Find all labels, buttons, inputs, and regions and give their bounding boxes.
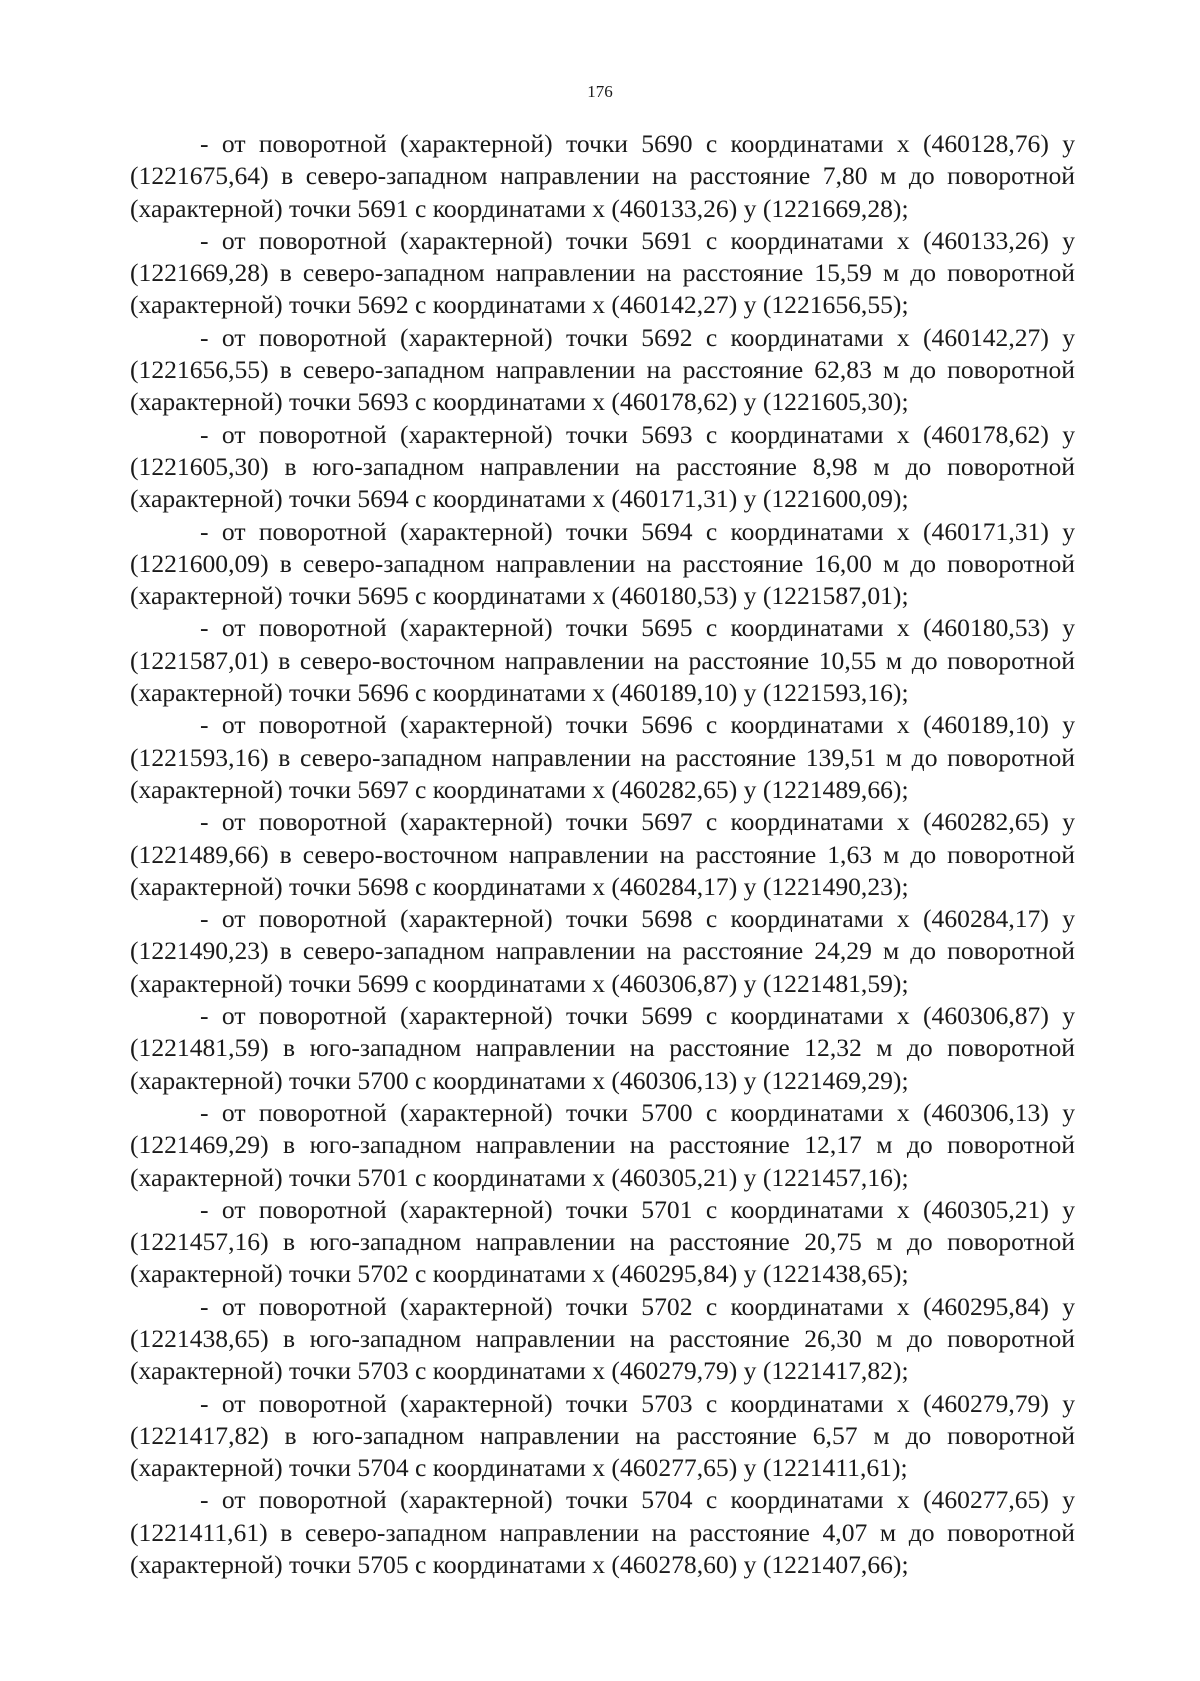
boundary-segment-paragraph: - от поворотной (характерной) точки 5698 с координатами х (460284,17) у (1221490,23) в северо-западном направлении на расстояние 24,29 м до поворотной (характерной) точки 5699 с координатами х (460306,87) у (1221481,59); (130, 904, 1075, 998)
boundary-segment-paragraph: - от поворотной (характерной) точки 5696 с координатами х (460189,10) у (1221593,16) в северо-западном направлении на расстояние 139,51 м до поворотной (характерной) точки 5697 с координатами х (460282,65) у (1221489,66); (130, 710, 1075, 804)
boundary-segment-paragraph: - от поворотной (характерной) точки 5690 с координатами х (460128,76) у (1221675,64) в северо-западном направлении на расстояние 7,80 м до поворотной (характерной) точки 5691 с координатами х (460133,26) у (1221669,28); (130, 129, 1075, 223)
document-body (130, 128, 1075, 1581)
boundary-segment-paragraph: - от поворотной (характерной) точки 5695 с координатами х (460180,53) у (1221587,01) в северо-восточном направлении на расстояние 10,55 м до поворотной (характерной) точки 5696 с координатами х (460189,10) у (1221593,16); (130, 613, 1075, 708)
boundary-segment-paragraph: - от поворотной (характерной) точки 5703 с координатами х (460279,79) у (1221417,82) в юго-западном направлении на расстояние 6,57 м до поворотной (характерной) точки 5704 с координатами х (460277,65) у (1221411,61); (130, 1388, 1075, 1483)
boundary-segment-paragraph: - от поворотной (характерной) точки 5693 с координатами х (460178,62) у (1221605,30) в юго-западном направлении на расстояние 8,98 м до поворотной (характерной) точки 5694 с координатами х (460171,31) у (1221600,09); (130, 419, 1075, 514)
boundary-segment-paragraph: - от поворотной (характерной) точки 5699 с координатами х (460306,87) у (1221481,59) в юго-западном направлении на расстояние 12,32 м до поворотной (характерной) точки 5700 с координатами х (460306,13) у (1221469,29); (130, 1001, 1075, 1095)
boundary-segment-paragraph: - от поворотной (характерной) точки 5700 с координатами х (460306,13) у (1221469,29) в юго-западном направлении на расстояние 12,17 м до поворотной (характерной) точки 5701 с координатами х (460305,21) у (1221457,16); (130, 1097, 1075, 1192)
boundary-segment-paragraph: - от поворотной (характерной) точки 5694 с координатами х (460171,31) у (1221600,09) в северо-западном направлении на расстояние 16,00 м до поворотной (характерной) точки 5695 с координатами х (460180,53) у (1221587,01); (130, 516, 1075, 611)
boundary-segment-paragraph: - от поворотной (характерной) точки 5701 с координатами х (460305,21) у (1221457,16) в юго-западном направлении на расстояние 20,75 м до поворотной (характерной) точки 5702 с координатами х (460295,84) у (1221438,65); (130, 1194, 1075, 1289)
boundary-segment-paragraph: - от поворотной (характерной) точки 5691 с координатами х (460133,26) у (1221669,28) в северо-западном направлении на расстояние 15,59 м до поворотной (характерной) точки 5692 с координатами х (460142,27) у (1221656,55); (130, 225, 1075, 320)
boundary-segment-paragraph: - от поворотной (характерной) точки 5692 с координатами х (460142,27) у (1221656,55) в северо-западном направлении на расстояние 62,83 м до поворотной (характерной) точки 5693 с координатами х (460178,62) у (1221605,30); (130, 322, 1075, 417)
boundary-segment-paragraph: - от поворотной (характерной) точки 5702 с координатами х (460295,84) у (1221438,65) в юго-западном направлении на расстояние 26,30 м до поворотной (характерной) точки 5703 с координатами х (460279,79) у (1221417,82); (130, 1291, 1075, 1386)
boundary-segment-paragraph: - от поворотной (характерной) точки 5697 с координатами х (460282,65) у (1221489,66) в северо-восточном направлении на расстояние 1,63 м до поворотной (характерной) точки 5698 с координатами х (460284,17) у (1221490,23); (130, 807, 1075, 901)
page-number: 176 (587, 82, 613, 101)
boundary-segment-paragraph: - от поворотной (характерной) точки 5704 с координатами х (460277,65) у (1221411,61) в северо-западном направлении на расстояние 4,07 м до поворотной (характерной) точки 5705 с координатами х (460278,60) у (1221407,66); (130, 1485, 1075, 1580)
